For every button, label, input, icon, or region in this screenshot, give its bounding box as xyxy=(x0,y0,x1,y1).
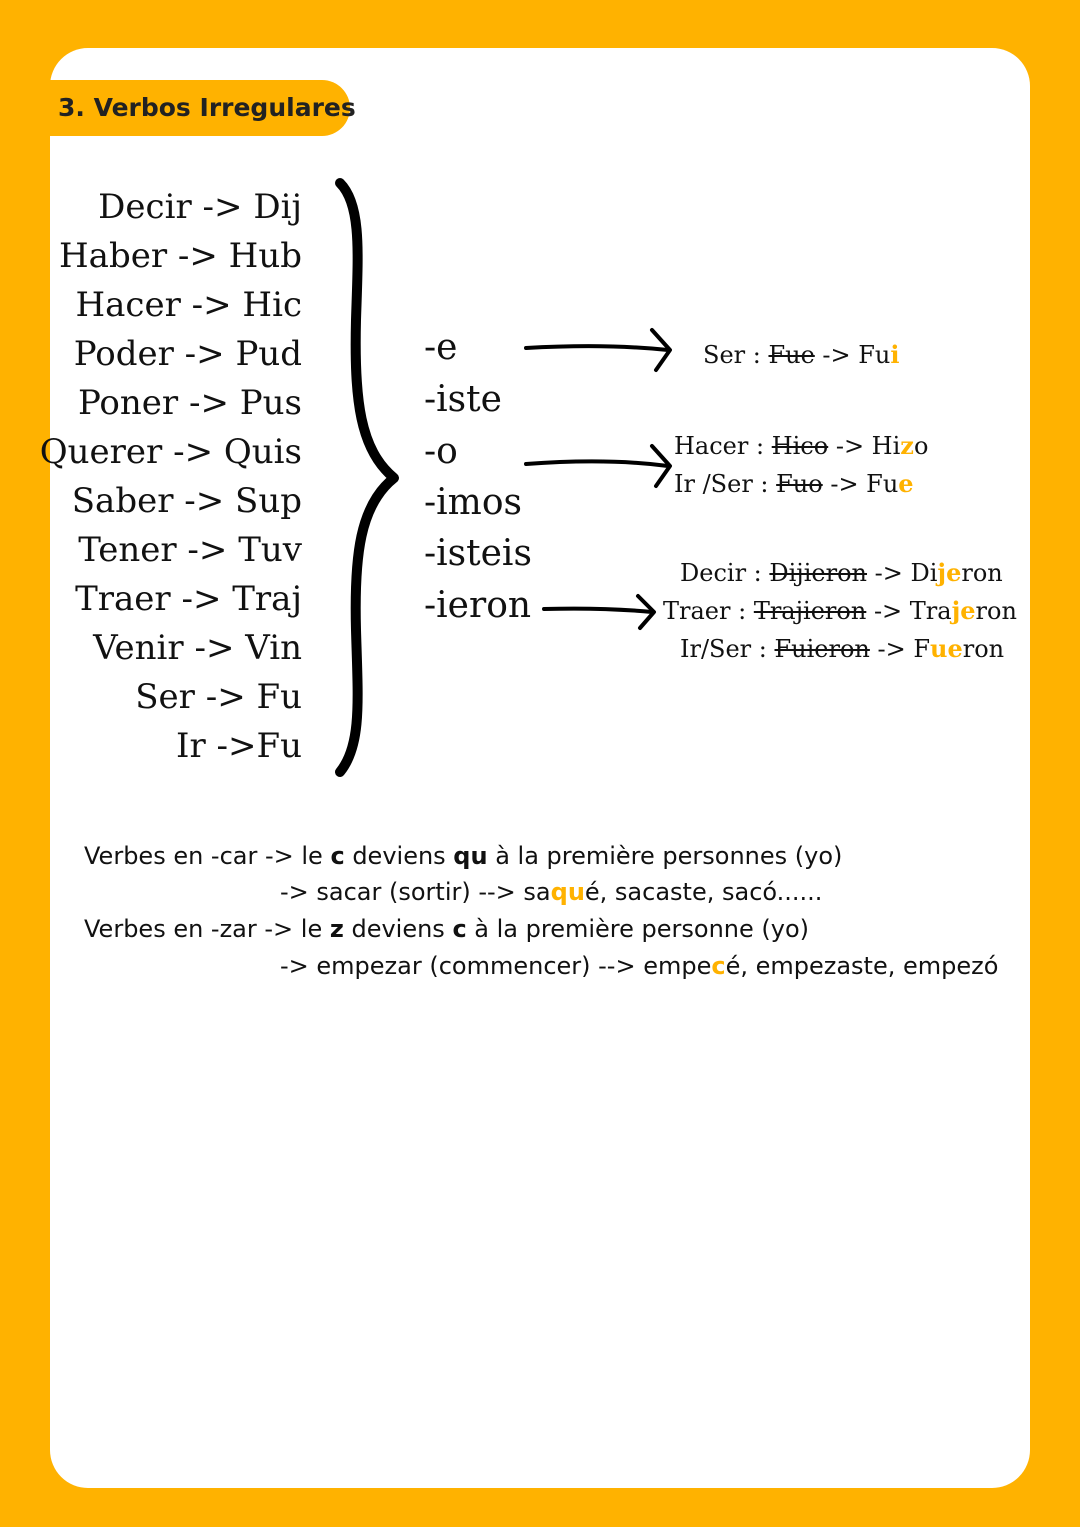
note-car-rule xyxy=(84,838,842,874)
example-highlight: z xyxy=(900,431,914,460)
note-text: à la première personnes (yo) xyxy=(487,842,843,870)
note-zar-rule xyxy=(84,911,809,947)
stem-item: Decir -> Dij xyxy=(98,187,302,227)
example-rest: ron xyxy=(962,635,1005,663)
note-text: -> empezar (commencer) --> empe xyxy=(280,952,712,980)
stem-item: Ir ->Fu xyxy=(176,726,302,766)
arrow-right-icon xyxy=(526,446,670,486)
curly-brace-icon xyxy=(340,183,394,772)
example-wrong: Fuo xyxy=(776,470,823,498)
example-highlight: je xyxy=(951,596,976,625)
example-irser-o xyxy=(674,465,914,503)
note-highlight: qu xyxy=(550,878,585,906)
note-highlight: c xyxy=(711,952,726,980)
example-wrong: Trajieron xyxy=(753,597,867,625)
example-prefix: Decir : xyxy=(680,559,770,587)
example-highlight: i xyxy=(890,340,900,369)
example-rest: o xyxy=(913,432,929,460)
example-arrow: -> Di xyxy=(867,559,938,587)
example-irser-ieron xyxy=(680,630,1004,668)
note-bold: z xyxy=(329,915,344,943)
example-prefix: Traer : xyxy=(663,597,754,625)
example-highlight: e xyxy=(898,469,914,498)
arrow-right-icon xyxy=(526,330,670,370)
note-text: é, empezaste, empezó xyxy=(725,952,999,980)
stem-item: Tener -> Tuv xyxy=(78,530,302,570)
example-traer-ieron xyxy=(663,592,1017,630)
example-wrong: Hico xyxy=(771,432,829,460)
note-text: à la première personne (yo) xyxy=(466,915,810,943)
arrow-right-icon xyxy=(544,596,654,628)
ending-item: -isteis xyxy=(424,533,532,574)
example-arrow: -> Tra xyxy=(866,597,952,625)
note-zar-example xyxy=(280,948,998,984)
note-text: Verbes en -car -> le xyxy=(84,842,331,870)
stem-item: Venir -> Vin xyxy=(93,628,302,668)
example-wrong: Dijieron xyxy=(769,559,868,587)
stem-item: Ser -> Fu xyxy=(135,677,302,717)
stem-item: Poder -> Pud xyxy=(73,334,302,374)
example-wrong: Fuieron xyxy=(774,635,870,663)
example-highlight: je xyxy=(937,558,962,587)
example-wrong: Fue xyxy=(768,341,815,369)
stem-item: Saber -> Sup xyxy=(71,481,302,521)
note-text: é, sacaste, sacó...... xyxy=(584,878,823,906)
note-bold: qu xyxy=(453,842,488,870)
note-car-example xyxy=(280,874,822,910)
note-bold: c xyxy=(330,842,345,870)
example-arrow: -> F xyxy=(869,635,931,663)
ending-item: -e xyxy=(424,327,458,368)
example-prefix: Ir /Ser : xyxy=(674,470,777,498)
stem-item: Haber -> Hub xyxy=(59,236,302,276)
ending-item: -ieron xyxy=(424,585,532,626)
example-prefix: Ir/Ser : xyxy=(680,635,775,663)
note-text: deviens xyxy=(343,915,453,943)
stem-item: Traer -> Traj xyxy=(75,579,302,619)
note-text: -> sacar (sortir) --> sa xyxy=(280,878,551,906)
ending-item: -iste xyxy=(424,379,502,420)
example-decir-ieron xyxy=(680,554,1003,592)
stem-item: Hacer -> Hic xyxy=(75,285,302,325)
example-arrow: -> Hi xyxy=(828,432,901,460)
example-arrow: -> Fu xyxy=(814,341,891,369)
section-title: 3. Verbos Irregulares xyxy=(50,80,350,136)
ending-item: -o xyxy=(424,431,458,472)
example-ser-e xyxy=(703,336,900,374)
example-prefix: Hacer : xyxy=(674,432,772,460)
example-arrow: -> Fu xyxy=(822,470,899,498)
ending-item: -imos xyxy=(424,482,522,523)
stem-item: Poner -> Pus xyxy=(77,383,302,423)
example-hacer-o xyxy=(674,427,928,465)
example-prefix: Ser : xyxy=(703,341,769,369)
note-text: Verbes en -zar -> le xyxy=(84,915,330,943)
note-bold: c xyxy=(452,915,467,943)
example-rest: ron xyxy=(975,597,1017,625)
example-rest: ron xyxy=(961,559,1003,587)
example-highlight: ue xyxy=(930,634,963,663)
stem-item: Querer -> Quis xyxy=(39,432,302,472)
note-text: deviens xyxy=(344,842,454,870)
